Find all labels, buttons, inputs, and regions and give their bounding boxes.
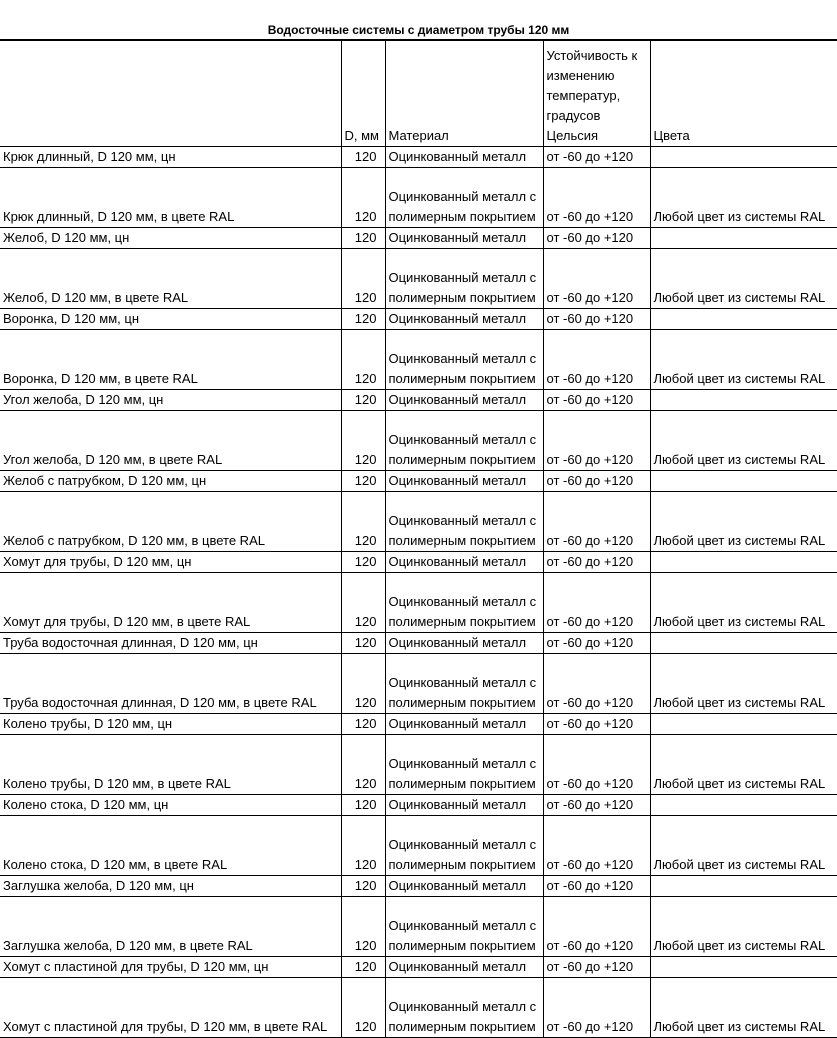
cell-diameter: 120 (341, 714, 385, 735)
cell-material: Оцинкованный металл с полимерным покрытием (385, 897, 543, 957)
cell-temperature: от -60 до +120 (543, 897, 650, 957)
table-row (0, 795, 837, 816)
cell-material: Оцинкованный металл с полимерным покрытием (385, 330, 543, 390)
cell-temperature: от -60 до +120 (543, 411, 650, 471)
cell-material: Оцинкованный металл (385, 147, 543, 168)
cell-diameter: 120 (341, 552, 385, 573)
cell-colors: Любой цвет из системы RAL (650, 330, 837, 390)
cell-colors: Любой цвет из системы RAL (650, 573, 837, 633)
cell-colors (650, 147, 837, 168)
cell-diameter: 120 (341, 816, 385, 876)
cell-colors (650, 552, 837, 573)
header-row (0, 41, 837, 147)
cell-diameter: 120 (341, 330, 385, 390)
table-row (0, 957, 837, 978)
cell-diameter: 120 (341, 411, 385, 471)
cell-temperature: от -60 до +120 (543, 714, 650, 735)
cell-material: Оцинкованный металл (385, 228, 543, 249)
cell-diameter: 120 (341, 876, 385, 897)
title-row (0, 0, 837, 40)
cell-material: Оцинкованный металл (385, 714, 543, 735)
header-colors: Цвета (650, 41, 837, 147)
cell-material: Оцинкованный металл (385, 309, 543, 330)
cell-colors: Любой цвет из системы RAL (650, 897, 837, 957)
cell-name: Желоб, D 120 мм, цн (0, 228, 341, 249)
cell-diameter: 120 (341, 168, 385, 228)
cell-diameter: 120 (341, 492, 385, 552)
cell-colors: Любой цвет из системы RAL (650, 168, 837, 228)
cell-material: Оцинкованный металл с полимерным покрытием (385, 168, 543, 228)
cell-temperature: от -60 до +120 (543, 633, 650, 654)
table-row (0, 897, 837, 957)
header-temperature: Устойчивость к изменению температур, градусов Цельсия (543, 41, 650, 147)
table-row (0, 330, 837, 390)
cell-colors (650, 633, 837, 654)
table-row (0, 816, 837, 876)
table-row (0, 876, 837, 897)
cell-colors (650, 714, 837, 735)
cell-diameter: 120 (341, 957, 385, 978)
cell-diameter: 120 (341, 390, 385, 411)
cell-diameter: 120 (341, 735, 385, 795)
cell-colors (650, 957, 837, 978)
header-name (0, 41, 341, 147)
cell-name: Колено стока, D 120 мм, цн (0, 795, 341, 816)
cell-colors (650, 795, 837, 816)
cell-name: Крюк длинный, D 120 мм, в цвете RAL (0, 168, 341, 228)
table-row (0, 978, 837, 1038)
table-row (0, 147, 837, 168)
cell-temperature: от -60 до +120 (543, 552, 650, 573)
cell-diameter: 120 (341, 633, 385, 654)
cell-colors: Любой цвет из системы RAL (650, 816, 837, 876)
table-row (0, 168, 837, 228)
cell-name: Колено трубы, D 120 мм, цн (0, 714, 341, 735)
cell-colors: Любой цвет из системы RAL (650, 978, 837, 1038)
table-row (0, 411, 837, 471)
cell-name: Колено трубы, D 120 мм, в цвете RAL (0, 735, 341, 795)
cell-temperature: от -60 до +120 (543, 816, 650, 876)
cell-material: Оцинкованный металл с полимерным покрытием (385, 735, 543, 795)
cell-material: Оцинкованный металл (385, 876, 543, 897)
cell-diameter: 120 (341, 249, 385, 309)
cell-temperature: от -60 до +120 (543, 471, 650, 492)
cell-temperature: от -60 до +120 (543, 654, 650, 714)
cell-material: Оцинкованный металл (385, 471, 543, 492)
cell-material: Оцинкованный металл с полимерным покрытием (385, 654, 543, 714)
table-row (0, 309, 837, 330)
cell-material: Оцинкованный металл (385, 957, 543, 978)
cell-colors: Любой цвет из системы RAL (650, 654, 837, 714)
cell-diameter: 120 (341, 573, 385, 633)
cell-name: Воронка, D 120 мм, цн (0, 309, 341, 330)
table-row (0, 633, 837, 654)
cell-temperature: от -60 до +120 (543, 795, 650, 816)
cell-diameter: 120 (341, 795, 385, 816)
cell-colors: Любой цвет из системы RAL (650, 735, 837, 795)
cell-name: Хомут с пластиной для трубы, D 120 мм, в цвете RAL (0, 978, 341, 1038)
cell-material: Оцинкованный металл с полимерным покрытием (385, 249, 543, 309)
cell-name: Колено стока, D 120 мм, в цвете RAL (0, 816, 341, 876)
cell-name: Желоб с патрубком, D 120 мм, в цвете RAL (0, 492, 341, 552)
table-row (0, 573, 837, 633)
cell-material: Оцинкованный металл с полимерным покрытием (385, 492, 543, 552)
cell-colors (650, 390, 837, 411)
cell-temperature: от -60 до +120 (543, 330, 650, 390)
cell-temperature: от -60 до +120 (543, 957, 650, 978)
cell-material: Оцинкованный металл (385, 633, 543, 654)
table-row (0, 552, 837, 573)
cell-name: Труба водосточная длинная, D 120 мм, цн (0, 633, 341, 654)
cell-name: Труба водосточная длинная, D 120 мм, в цвете RAL (0, 654, 341, 714)
table-row (0, 714, 837, 735)
cell-name: Хомут с пластиной для трубы, D 120 мм, цн (0, 957, 341, 978)
cell-diameter: 120 (341, 897, 385, 957)
cell-diameter: 120 (341, 978, 385, 1038)
product-table (0, 40, 837, 1038)
cell-material: Оцинкованный металл с полимерным покрытием (385, 978, 543, 1038)
cell-name: Заглушка желоба, D 120 мм, цн (0, 876, 341, 897)
cell-diameter: 120 (341, 309, 385, 330)
table-row (0, 735, 837, 795)
cell-material: Оцинкованный металл с полимерным покрытием (385, 411, 543, 471)
cell-colors (650, 309, 837, 330)
cell-diameter: 120 (341, 654, 385, 714)
table-row (0, 471, 837, 492)
cell-name: Хомут для трубы, D 120 мм, в цвете RAL (0, 573, 341, 633)
table-row (0, 390, 837, 411)
table-row (0, 654, 837, 714)
table-row (0, 249, 837, 309)
cell-colors: Любой цвет из системы RAL (650, 411, 837, 471)
cell-material: Оцинкованный металл (385, 552, 543, 573)
cell-colors (650, 471, 837, 492)
cell-name: Заглушка желоба, D 120 мм, в цвете RAL (0, 897, 341, 957)
cell-colors (650, 876, 837, 897)
cell-name: Угол желоба, D 120 мм, в цвете RAL (0, 411, 341, 471)
cell-name: Воронка, D 120 мм, в цвете RAL (0, 330, 341, 390)
cell-material: Оцинкованный металл (385, 795, 543, 816)
table-row (0, 228, 837, 249)
header-material: Материал (385, 41, 543, 147)
cell-temperature: от -60 до +120 (543, 492, 650, 552)
cell-diameter: 120 (341, 147, 385, 168)
header-diameter: D, мм (341, 41, 385, 147)
table-row (0, 492, 837, 552)
cell-temperature: от -60 до +120 (543, 978, 650, 1038)
cell-colors: Любой цвет из системы RAL (650, 249, 837, 309)
cell-material: Оцинкованный металл с полимерным покрытием (385, 816, 543, 876)
cell-colors (650, 228, 837, 249)
cell-temperature: от -60 до +120 (543, 147, 650, 168)
cell-temperature: от -60 до +120 (543, 390, 650, 411)
cell-temperature: от -60 до +120 (543, 309, 650, 330)
cell-temperature: от -60 до +120 (543, 228, 650, 249)
cell-material: Оцинкованный металл с полимерным покрытием (385, 573, 543, 633)
page-title: Водосточные системы с диаметром трубы 120 мм (267, 23, 570, 37)
cell-temperature: от -60 до +120 (543, 735, 650, 795)
cell-diameter: 120 (341, 471, 385, 492)
cell-name: Желоб с патрубком, D 120 мм, цн (0, 471, 341, 492)
cell-temperature: от -60 до +120 (543, 249, 650, 309)
table-body (0, 41, 837, 1038)
cell-name: Желоб, D 120 мм, в цвете RAL (0, 249, 341, 309)
cell-diameter: 120 (341, 228, 385, 249)
cell-colors: Любой цвет из системы RAL (650, 492, 837, 552)
cell-temperature: от -60 до +120 (543, 876, 650, 897)
cell-name: Угол желоба, D 120 мм, цн (0, 390, 341, 411)
cell-name: Крюк длинный, D 120 мм, цн (0, 147, 341, 168)
cell-name: Хомут для трубы, D 120 мм, цн (0, 552, 341, 573)
cell-temperature: от -60 до +120 (543, 573, 650, 633)
cell-temperature: от -60 до +120 (543, 168, 650, 228)
cell-material: Оцинкованный металл (385, 390, 543, 411)
